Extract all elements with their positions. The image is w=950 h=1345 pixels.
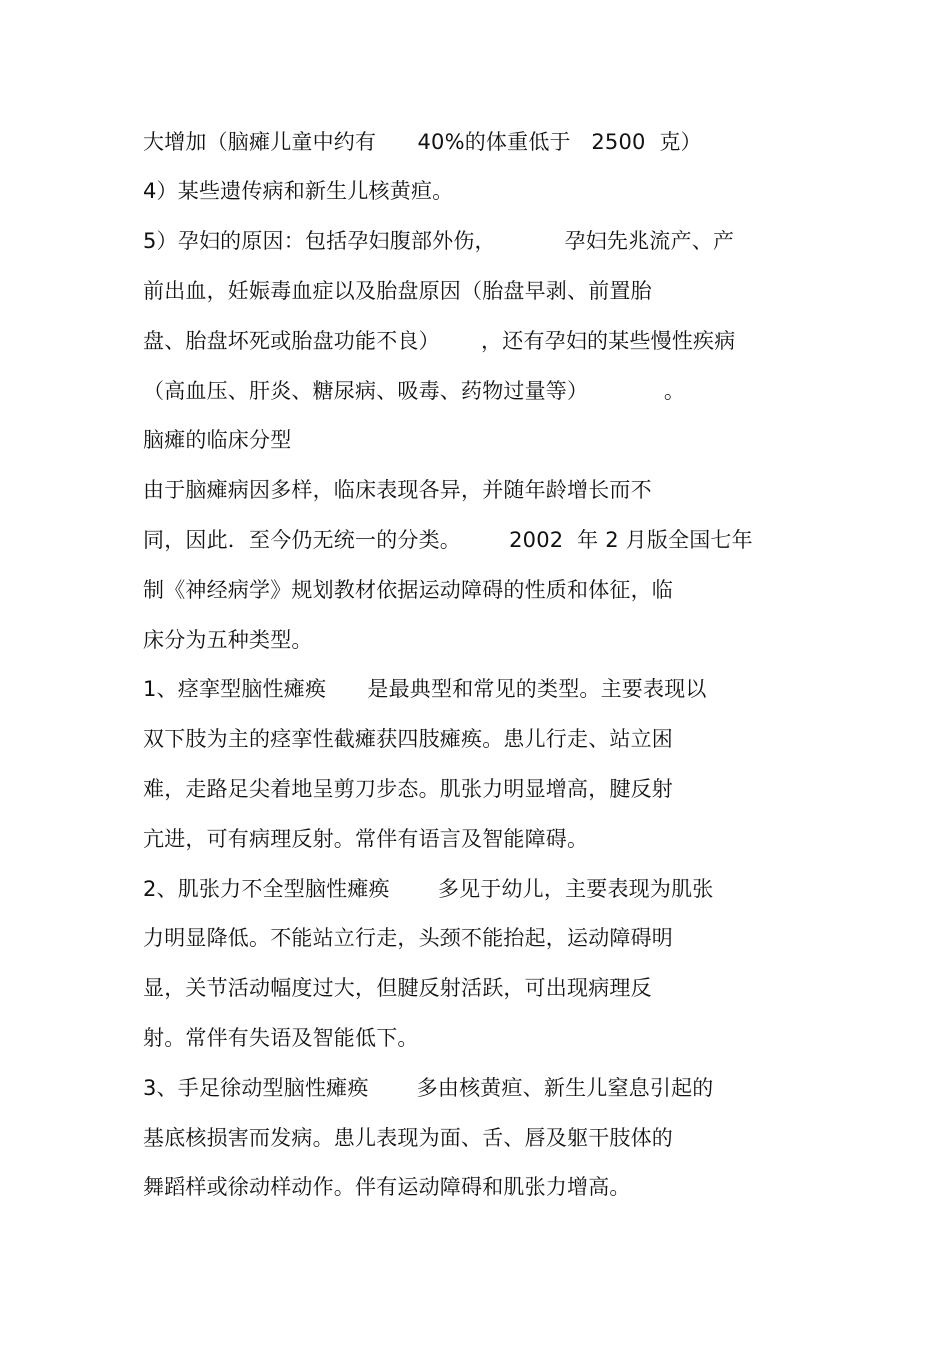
- text-line-8: 由于脑瘫病因多样，临床表现各异，并随年龄增长而不: [143, 478, 652, 502]
- text-line-14: 难，走路足尖着地呈剪刀步态。肌张力明显增高，腱反射: [143, 777, 673, 801]
- text-line-15: 亢进，可有病理反射。常伴有语言及智能障碍。: [143, 827, 589, 851]
- text-line-20: 3、手足徐动型脑性瘫痪 多由核黄疸、新生儿窒息引起的: [143, 1076, 714, 1100]
- text-line-19: 射。常伴有失语及智能低下。: [143, 1026, 419, 1050]
- text-line-6: （高血压、肝炎、糖尿病、吸毒、药物过量等） 。: [143, 379, 686, 403]
- text-line-1: 大增加（脑瘫儿童中约有 40%的体重低于 2500 克）: [143, 130, 702, 154]
- text-line-12: 1、痉挛型脑性瘫痪 是最典型和常见的类型。主要表现以: [143, 677, 707, 701]
- text-line-17: 力明显降低。不能站立行走，头颈不能抬起，运动障碍明: [143, 926, 673, 950]
- text-line-11: 床分为五种类型。: [143, 628, 313, 652]
- section-heading: 脑瘫的临床分型: [143, 428, 292, 452]
- text-line-13: 双下肢为主的痉挛性截瘫获四肢瘫痪。患儿行走、站立困: [143, 727, 673, 751]
- text-line-4: 前出血，妊娠毒血症以及胎盘原因（胎盘早剥、前置胎: [143, 279, 652, 303]
- text-line-16: 2、肌张力不全型脑性瘫痪 多见于幼儿，主要表现为肌张: [143, 877, 714, 901]
- text-line-10: 制《神经病学》规划教材依据运动障碍的性质和体征，临: [143, 578, 673, 602]
- text-line-9: 同，因此．至今仍无统一的分类。 2002 年 2 月版全国七年: [143, 528, 753, 552]
- text-line-5: 盘、胎盘坏死或胎盘功能不良） ，还有孕妇的某些慢性疾病: [143, 329, 736, 353]
- text-line-3: 5）孕妇的原因：包括孕妇腹部外伤， 孕妇先兆流产、产: [143, 229, 735, 253]
- text-line-22: 舞蹈样或徐动样动作。伴有运动障碍和肌张力增高。: [143, 1175, 631, 1199]
- text-line-2: 4）某些遗传病和新生儿核黄疸。: [143, 179, 454, 203]
- text-line-18: 显，关节活动幅度过大，但腱反射活跃，可出现病理反: [143, 976, 652, 1000]
- text-line-21: 基底核损害而发病。患儿表现为面、舌、唇及躯干肢体的: [143, 1126, 673, 1150]
